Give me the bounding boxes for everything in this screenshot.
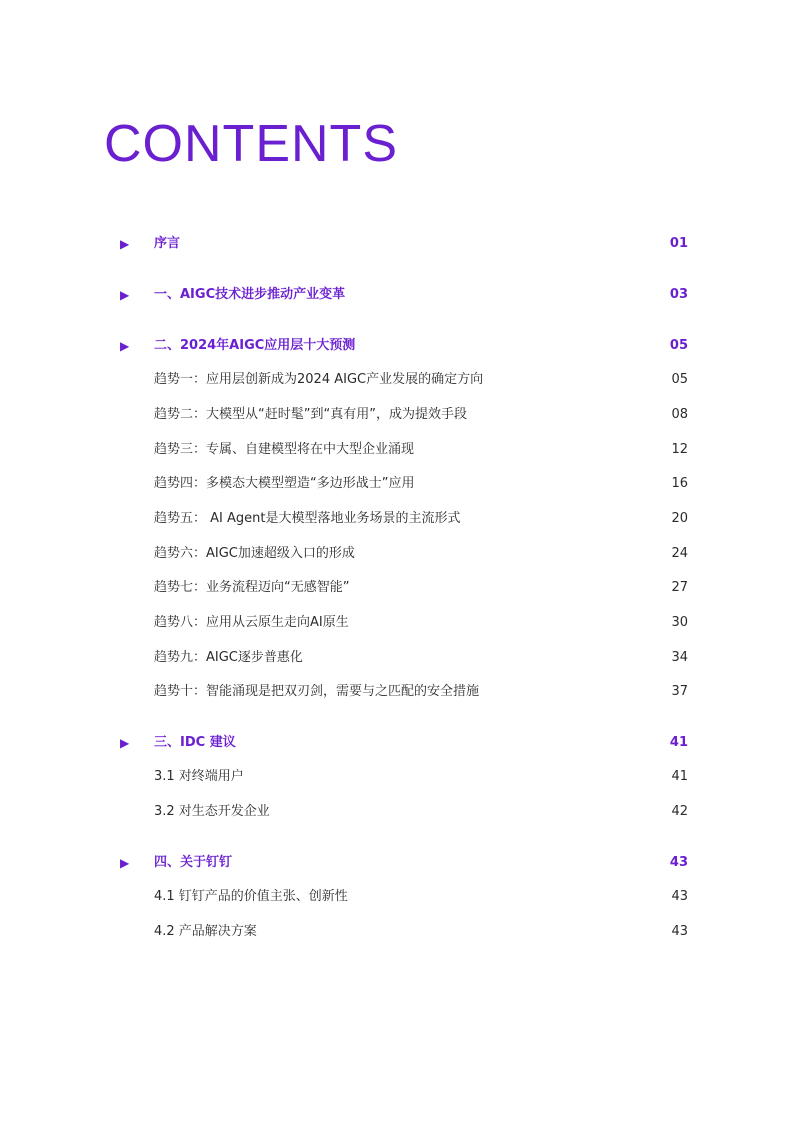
toc-entry-label: 二、2024年AIGC应用层十大预测 <box>154 338 356 353</box>
toc-page-number: 01 <box>669 236 688 251</box>
toc-entry-label: 趋势七：业务流程迈向“无感智能” <box>154 580 350 595</box>
toc-page-number: 27 <box>671 580 688 595</box>
toc-section-preface[interactable] <box>120 233 688 255</box>
toc-entry-label: 趋势三：专属、自建模型将在中大型企业涌现 <box>154 442 415 457</box>
toc-section-4[interactable] <box>120 852 688 874</box>
triangle-right-icon: ▶ <box>120 339 130 353</box>
triangle-right-icon: ▶ <box>120 856 130 870</box>
toc-subentry[interactable] <box>120 921 688 943</box>
toc-entry-label: 一、AIGC技术进步推动产业变革 <box>154 287 346 302</box>
toc-entry-label: 趋势六：AIGC加速超级入口的形成 <box>154 546 355 561</box>
toc-subentry[interactable] <box>120 886 688 908</box>
toc-page-number: 05 <box>669 338 688 353</box>
toc-subentry[interactable] <box>120 369 688 391</box>
toc-page-number: 42 <box>671 804 688 819</box>
page-title: CONTENTS <box>104 115 398 173</box>
toc-entry-label: 趋势二：大模型从“赶时髦”到“真有用”，成为提效手段 <box>154 407 467 422</box>
toc-page-number: 43 <box>671 924 688 939</box>
toc-subentry[interactable] <box>120 439 688 461</box>
toc-page-number: 43 <box>671 889 688 904</box>
toc-subentry[interactable] <box>120 612 688 634</box>
toc-subentry[interactable] <box>120 681 688 703</box>
toc-section-1[interactable] <box>120 284 688 306</box>
toc-subentry[interactable] <box>120 508 688 530</box>
toc-page-number: 34 <box>671 650 688 665</box>
toc-page-number: 41 <box>669 735 688 750</box>
toc-entry-label: 3.1 对终端用户 <box>154 769 244 784</box>
triangle-right-icon: ▶ <box>120 288 130 302</box>
toc-subentry[interactable] <box>120 543 688 565</box>
toc-subentry[interactable] <box>120 577 688 599</box>
toc-subentry[interactable] <box>120 473 688 495</box>
toc-subentry[interactable] <box>120 801 688 823</box>
toc-page-number: 05 <box>671 372 688 387</box>
toc-page-number: 12 <box>671 442 688 457</box>
toc-entry-label: 4.1 钉钉产品的价值主张、创新性 <box>154 889 348 904</box>
triangle-right-icon: ▶ <box>120 736 130 750</box>
toc-page-number: 24 <box>671 546 688 561</box>
toc-page-number: 43 <box>669 855 688 870</box>
toc-entry-label: 趋势八：应用从云原生走向AI原生 <box>154 615 349 630</box>
toc-entry-label: 趋势一：应用层创新成为2024 AIGC产业发展的确定方向 <box>154 372 484 387</box>
toc-entry-label: 趋势四：多模态大模型塑造“多边形战士”应用 <box>154 476 415 491</box>
toc-entry-label: 趋势十：智能涌现是把双刃剑，需要与之匹配的安全措施 <box>154 684 480 699</box>
toc-entry-label: 三、IDC 建议 <box>154 735 236 750</box>
toc-page-number: 08 <box>671 407 688 422</box>
toc-entry-label: 4.2 产品解决方案 <box>154 924 257 939</box>
toc-page-number: 16 <box>671 476 688 491</box>
toc-subentry[interactable] <box>120 404 688 426</box>
toc-page-number: 37 <box>671 684 688 699</box>
triangle-right-icon: ▶ <box>120 237 130 251</box>
toc-subentry[interactable] <box>120 766 688 788</box>
toc-section-3[interactable] <box>120 732 688 754</box>
toc-entry-label: 趋势九：AIGC逐步普惠化 <box>154 650 303 665</box>
toc-page-number: 41 <box>671 769 688 784</box>
toc-subentry[interactable] <box>120 647 688 669</box>
toc-entry-label: 3.2 对生态开发企业 <box>154 804 270 819</box>
toc-section-2[interactable] <box>120 335 688 357</box>
toc-page-number: 30 <box>671 615 688 630</box>
toc-entry-label: 趋势五： AI Agent是大模型落地业务场景的主流形式 <box>154 511 461 526</box>
toc-page-number: 20 <box>671 511 688 526</box>
toc-entry-label: 序言 <box>154 236 181 251</box>
toc-entry-label: 四、关于钉钉 <box>154 855 233 870</box>
toc-page-number: 03 <box>669 287 688 302</box>
